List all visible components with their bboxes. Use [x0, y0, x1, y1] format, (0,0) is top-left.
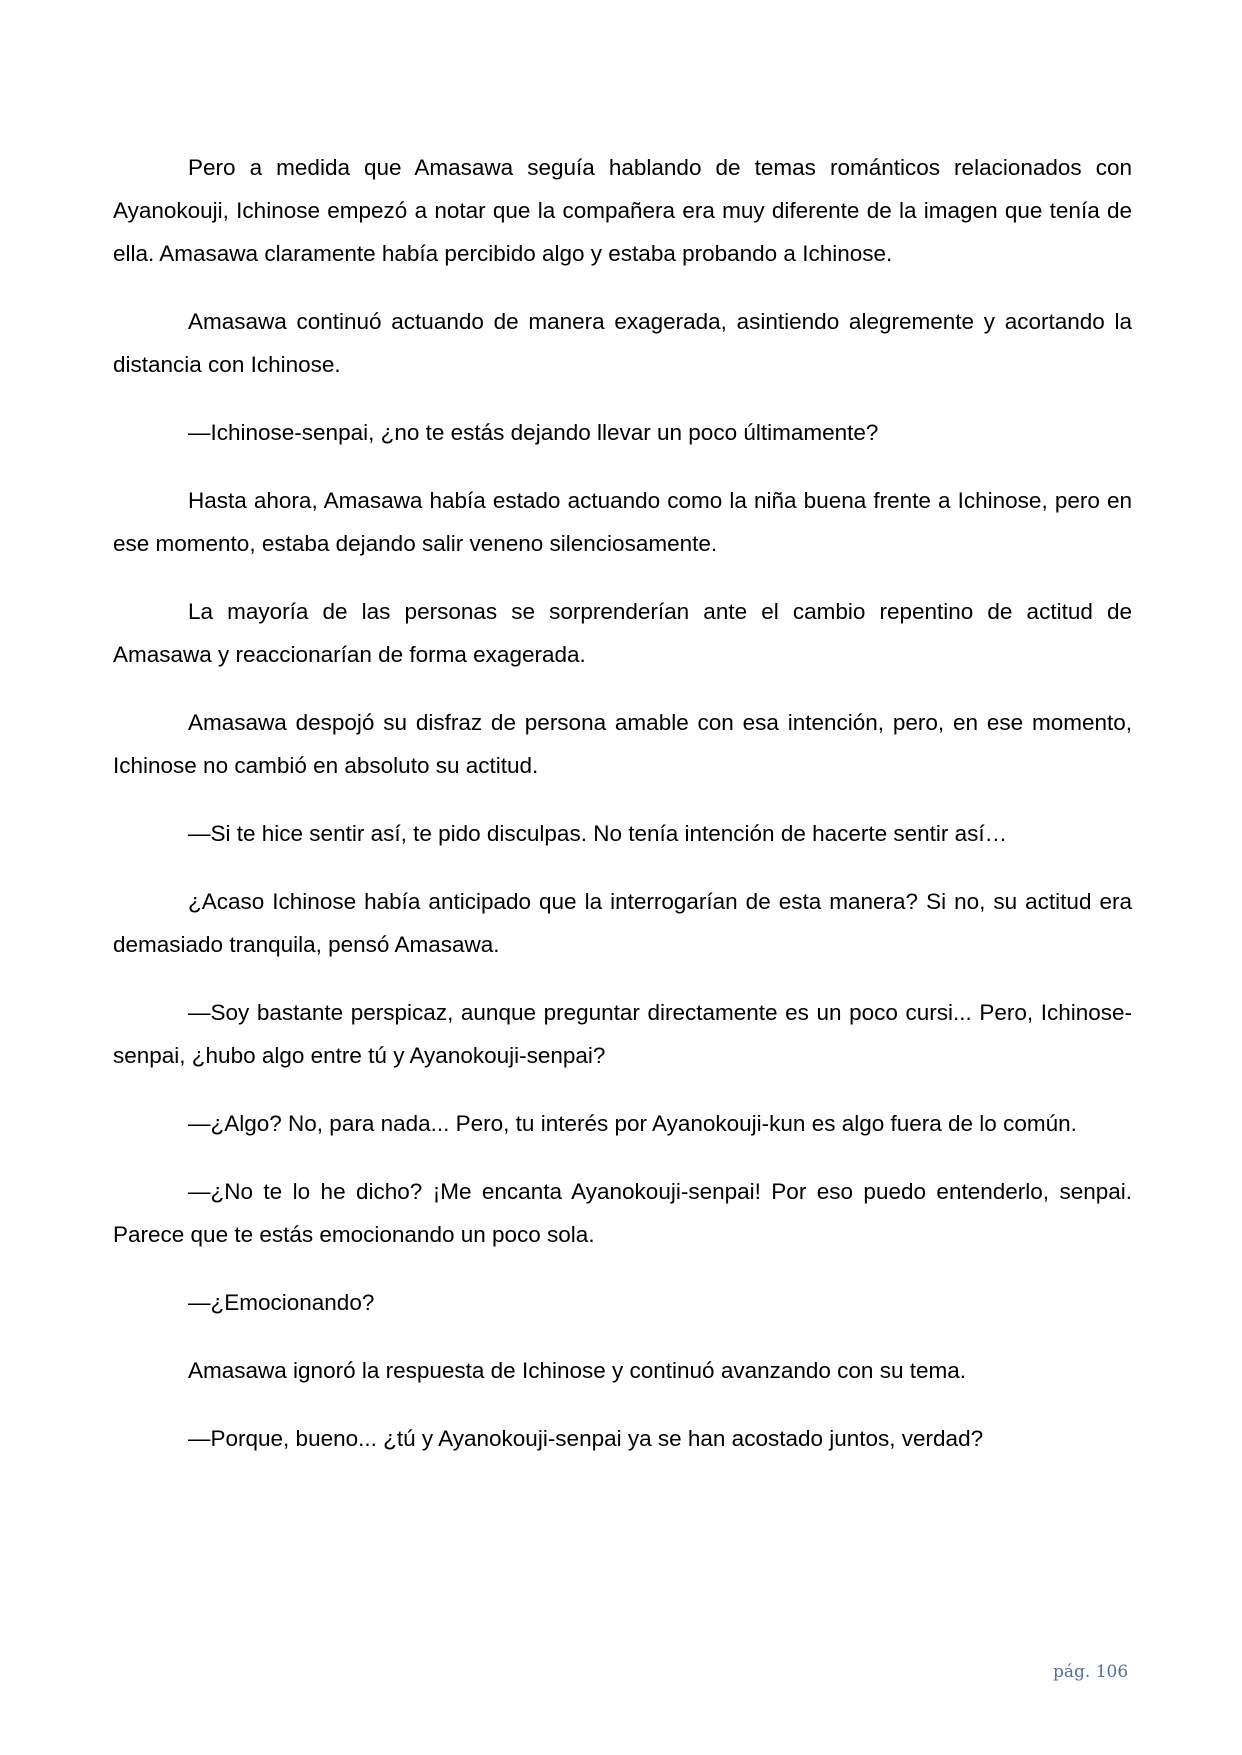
document-body — [113, 146, 1132, 1485]
paragraph: Pero a medida que Amasawa seguía hablando de temas románticos relacionados con Ayanokouji, Ichinose empezó a notar que la compañera era muy diferente de la imagen que tenía de ella. Amasawa claramente había percibido algo y estaba probando a Ichinose. — [113, 155, 1132, 266]
dialogue-paragraph: —Soy bastante perspicaz, aunque preguntar directamente es un poco cursi... Pero, Ichinose-senpai, ¿hubo algo entre tú y Ayanokouji-senpai? — [113, 1000, 1132, 1068]
page-number: pág. 106 — [1053, 1662, 1129, 1682]
paragraph: Amasawa continuó actuando de manera exagerada, asintiendo alegremente y acortando la distancia con Ichinose. — [113, 309, 1132, 377]
dialogue-paragraph: —Porque, bueno... ¿tú y Ayanokouji-senpai ya se han acostado juntos, verdad? — [188, 1426, 984, 1451]
dialogue-paragraph: —Si te hice sentir así, te pido disculpas. No tenía intención de hacerte sentir así… — [188, 821, 1008, 846]
paragraph: ¿Acaso Ichinose había anticipado que la interrogarían de esta manera? Si no, su actitud era demasiado tranquila, pensó Amasawa. — [113, 889, 1132, 957]
paragraph: Amasawa despojó su disfraz de persona amable con esa intención, pero, en ese momento, Ichinose no cambió en absoluto su actitud. — [113, 710, 1132, 778]
paragraph: Hasta ahora, Amasawa había estado actuando como la niña buena frente a Ichinose, pero en ese momento, estaba dejando salir veneno silenciosamente. — [113, 488, 1132, 556]
dialogue-paragraph: —Ichinose-senpai, ¿no te estás dejando llevar un poco últimamente? — [188, 420, 879, 445]
paragraph: Amasawa ignoró la respuesta de Ichinose y continuó avanzando con su tema. — [188, 1358, 966, 1383]
dialogue-paragraph: —¿Algo? No, para nada... Pero, tu interés por Ayanokouji-kun es algo fuera de lo común. — [188, 1111, 1077, 1136]
dialogue-paragraph: —¿No te lo he dicho? ¡Me encanta Ayanokouji-senpai! Por eso puedo entenderlo, senpai. Parece que te estás emocionando un poco sola. — [113, 1179, 1132, 1247]
paragraph: La mayoría de las personas se sorprenderían ante el cambio repentino de actitud de Amasawa y reaccionarían de forma exagerada. — [113, 599, 1132, 667]
dialogue-paragraph: —¿Emocionando? — [188, 1290, 375, 1315]
